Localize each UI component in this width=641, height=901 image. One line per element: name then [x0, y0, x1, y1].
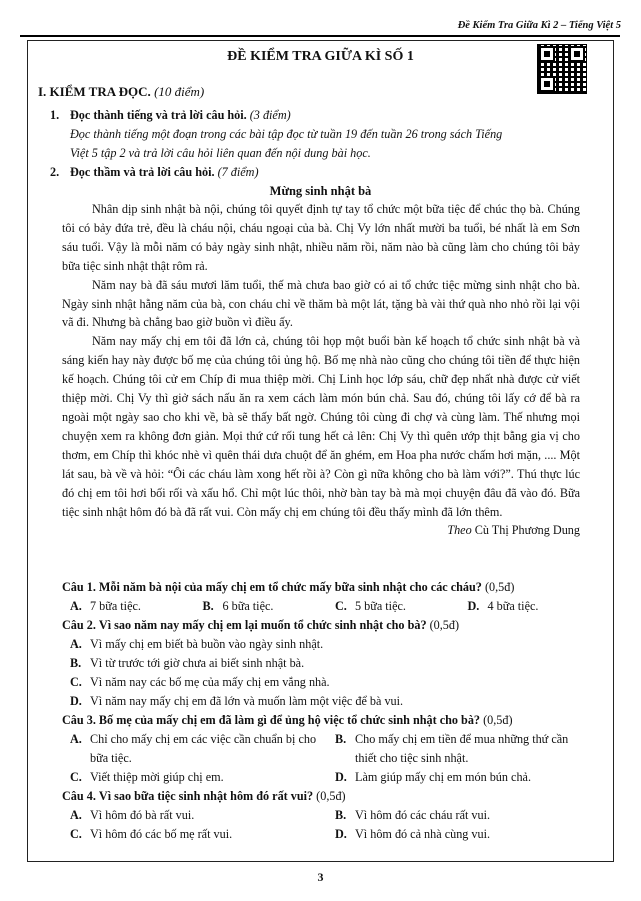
question-2: Câu 2. Vì sao năm nay mấy chị em lại muốn tổ chức sinh nhật cho bà? (0,5đ)	[62, 618, 460, 632]
story-body	[62, 200, 580, 540]
page-number: 3	[317, 870, 324, 884]
option[interactable]: B. Vì từ trước tới giờ chưa ai biết sinh nhật bà.	[70, 655, 305, 670]
item-2: 2. Đọc thầm và trả lời câu hỏi. (7 điểm)	[50, 165, 259, 179]
option[interactable]: D. 4 bữa tiệc.	[467, 599, 539, 613]
option[interactable]: C. Vì năm nay các bố mẹ của mấy chị em vắng nhà.	[70, 674, 330, 689]
page-header: Đề Kiểm Tra Giữa Kì 2 – Tiếng Việt 5	[457, 20, 621, 31]
item-1: 1. Đọc thành tiếng và trả lời câu hỏi. (3 điểm)	[50, 108, 291, 122]
story-author: Theo Cù Thị Phương Dung	[447, 523, 580, 538]
exam-title: ĐỀ KIỂM TRA GIỮA KÌ SỐ 1	[227, 49, 414, 64]
option[interactable]: A. Vì hôm đó bà rất vui.	[70, 808, 195, 822]
story-paragraph: Năm nay mấy chị em tôi đã lớn cả, chúng tôi họp một buổi bàn kế hoạch tổ chức sinh nhật bà và sáng kiến hay này được bố mẹ của chúng tôi ủng hộ. Bố mẹ nhà nào cũng cho chúng tôi tiền để thực hiện kế hoạch. Chúng tôi cử em Chíp đi mua thiệp mời. Chị Linh học lớp sáu, chữ đẹp nhất nhà được cử viết thiệp mời. Chị Vy thì giở sách nấu ăn ra xem cách làm món bún chả. Sau đó, chúng tôi lấy cớ để bà ra ngoài một ngày sao cho khi về, bà sẽ thấy bất ngờ. Chúng tôi cùng đi chợ và cùng làm. Thế nhưng mọi chuyện xem ra không đơn giản. Mọi thứ cứ rối tung hết cả lên: Chị Vy thì quên ướp thịt bằng gia vị cho thơm, em Chíp thì khóc nhè vì quên thái dưa chuột để ăn ghém, em Hoa pha nước chấm hơi mặn, .... Một lát sau, bà về và hỏi: “Ôi các cháu làm xong hết rồi à? Còn gì nữa không cho bà làm với?”. Thú thực lúc đó chị em tôi hơi bối rối và xấu hổ. Chỉ một lúc thôi, nhờ bàn tay bà mà mọi chuyện đâu đã vào đó. Bữa tiệc sinh nhật hôm đó bà đã rất vui. Còn mấy chị em chúng tôi đều thấy mình đã lớn thêm.	[62, 334, 580, 519]
option[interactable]: C. Viết thiệp mời giúp chị em.	[70, 769, 224, 784]
question-2-options	[62, 635, 592, 711]
option[interactable]: B. Cho mấy chị em tiền để mua những thứ cần thiết cho tiệc sinh nhật.	[335, 732, 569, 765]
option[interactable]: A. Vì mấy chị em biết bà buồn vào ngày sinh nhật.	[70, 637, 324, 651]
section-heading: I. KIỂM TRA ĐỌC. (10 điểm)	[38, 84, 205, 99]
header-divider	[20, 35, 620, 37]
option[interactable]: B. 6 bữa tiệc.	[202, 599, 274, 613]
question-4-options	[62, 806, 592, 844]
question-4: Câu 4. Vì sao bữa tiệc sinh nhật hôm đó rất vui? (0,5đ)	[62, 789, 346, 803]
option[interactable]: D. Vì hôm đó cả nhà cùng vui.	[335, 826, 491, 841]
option[interactable]: B. Vì hôm đó các cháu rất vui.	[335, 808, 491, 822]
option[interactable]: A. 7 bữa tiệc.	[70, 599, 141, 613]
question-3-options	[62, 730, 592, 787]
story-paragraph: Nhân dịp sinh nhật bà nội, chúng tôi quyết định tự tay tổ chức một bữa tiệc để chúc thọ bà. Chúng tôi có bảy đứa trẻ, đều là cháu nội, cháu ngoại của bà. Chị Vy lớn nhất mười ba tuổi, bé nhất là em Sơn sáu tuổi. Vậy là mỗi năm có bảy ngày sinh nhật, nhiều năm rồi, năm nào bà cũng làm cho chúng tôi bảy bữa tiệc sinh nhật thật rôm rả.	[62, 202, 580, 273]
option[interactable]: C. Vì hôm đó các bố mẹ rất vui.	[70, 826, 233, 841]
option[interactable]: A. Chỉ cho mấy chị em các việc cần chuẩn bị cho bữa tiệc.	[70, 732, 317, 765]
question-1: Câu 1. Mỗi năm bà nội của mấy chị em tổ chức mấy bữa sinh nhật cho các cháu? (0,5đ)	[62, 580, 515, 594]
question-1-options	[62, 597, 592, 616]
question-3: Câu 3. Bố mẹ của mấy chị em đã làm gì để ủng hộ việc tổ chức sinh nhật cho bà? (0,5đ)	[62, 713, 513, 727]
option[interactable]: D. Vì năm nay mấy chị em đã lớn và muốn làm một việc để bà vui.	[70, 693, 404, 708]
item-1-description: Đọc thành tiếng một đoạn trong các bài tập đọc từ tuần 19 đến tuần 26 trong sách Tiếng Việt 5 tập 2 và trả lời câu hỏi liên quan đến nội dung bài học.	[70, 127, 503, 160]
story-title: Mừng sinh nhật bà	[269, 184, 372, 198]
option[interactable]: D. Làm giúp mấy chị em món bún chả.	[335, 769, 531, 784]
story-paragraph: Năm nay bà đã sáu mươi lăm tuổi, thế mà chưa bao giờ có ai tổ chức tiệc mừng sinh nhật cho bà. Ngày sinh nhật hằng năm của bà, con cháu chỉ về thăm bà một lát, tặng bà vài thứ quà nho nhỏ rồi lại vội vã đi. Nhưng bà chẳng bao giờ buồn vì điều ấy.	[62, 277, 580, 330]
option[interactable]: C. 5 bữa tiệc.	[335, 599, 406, 613]
